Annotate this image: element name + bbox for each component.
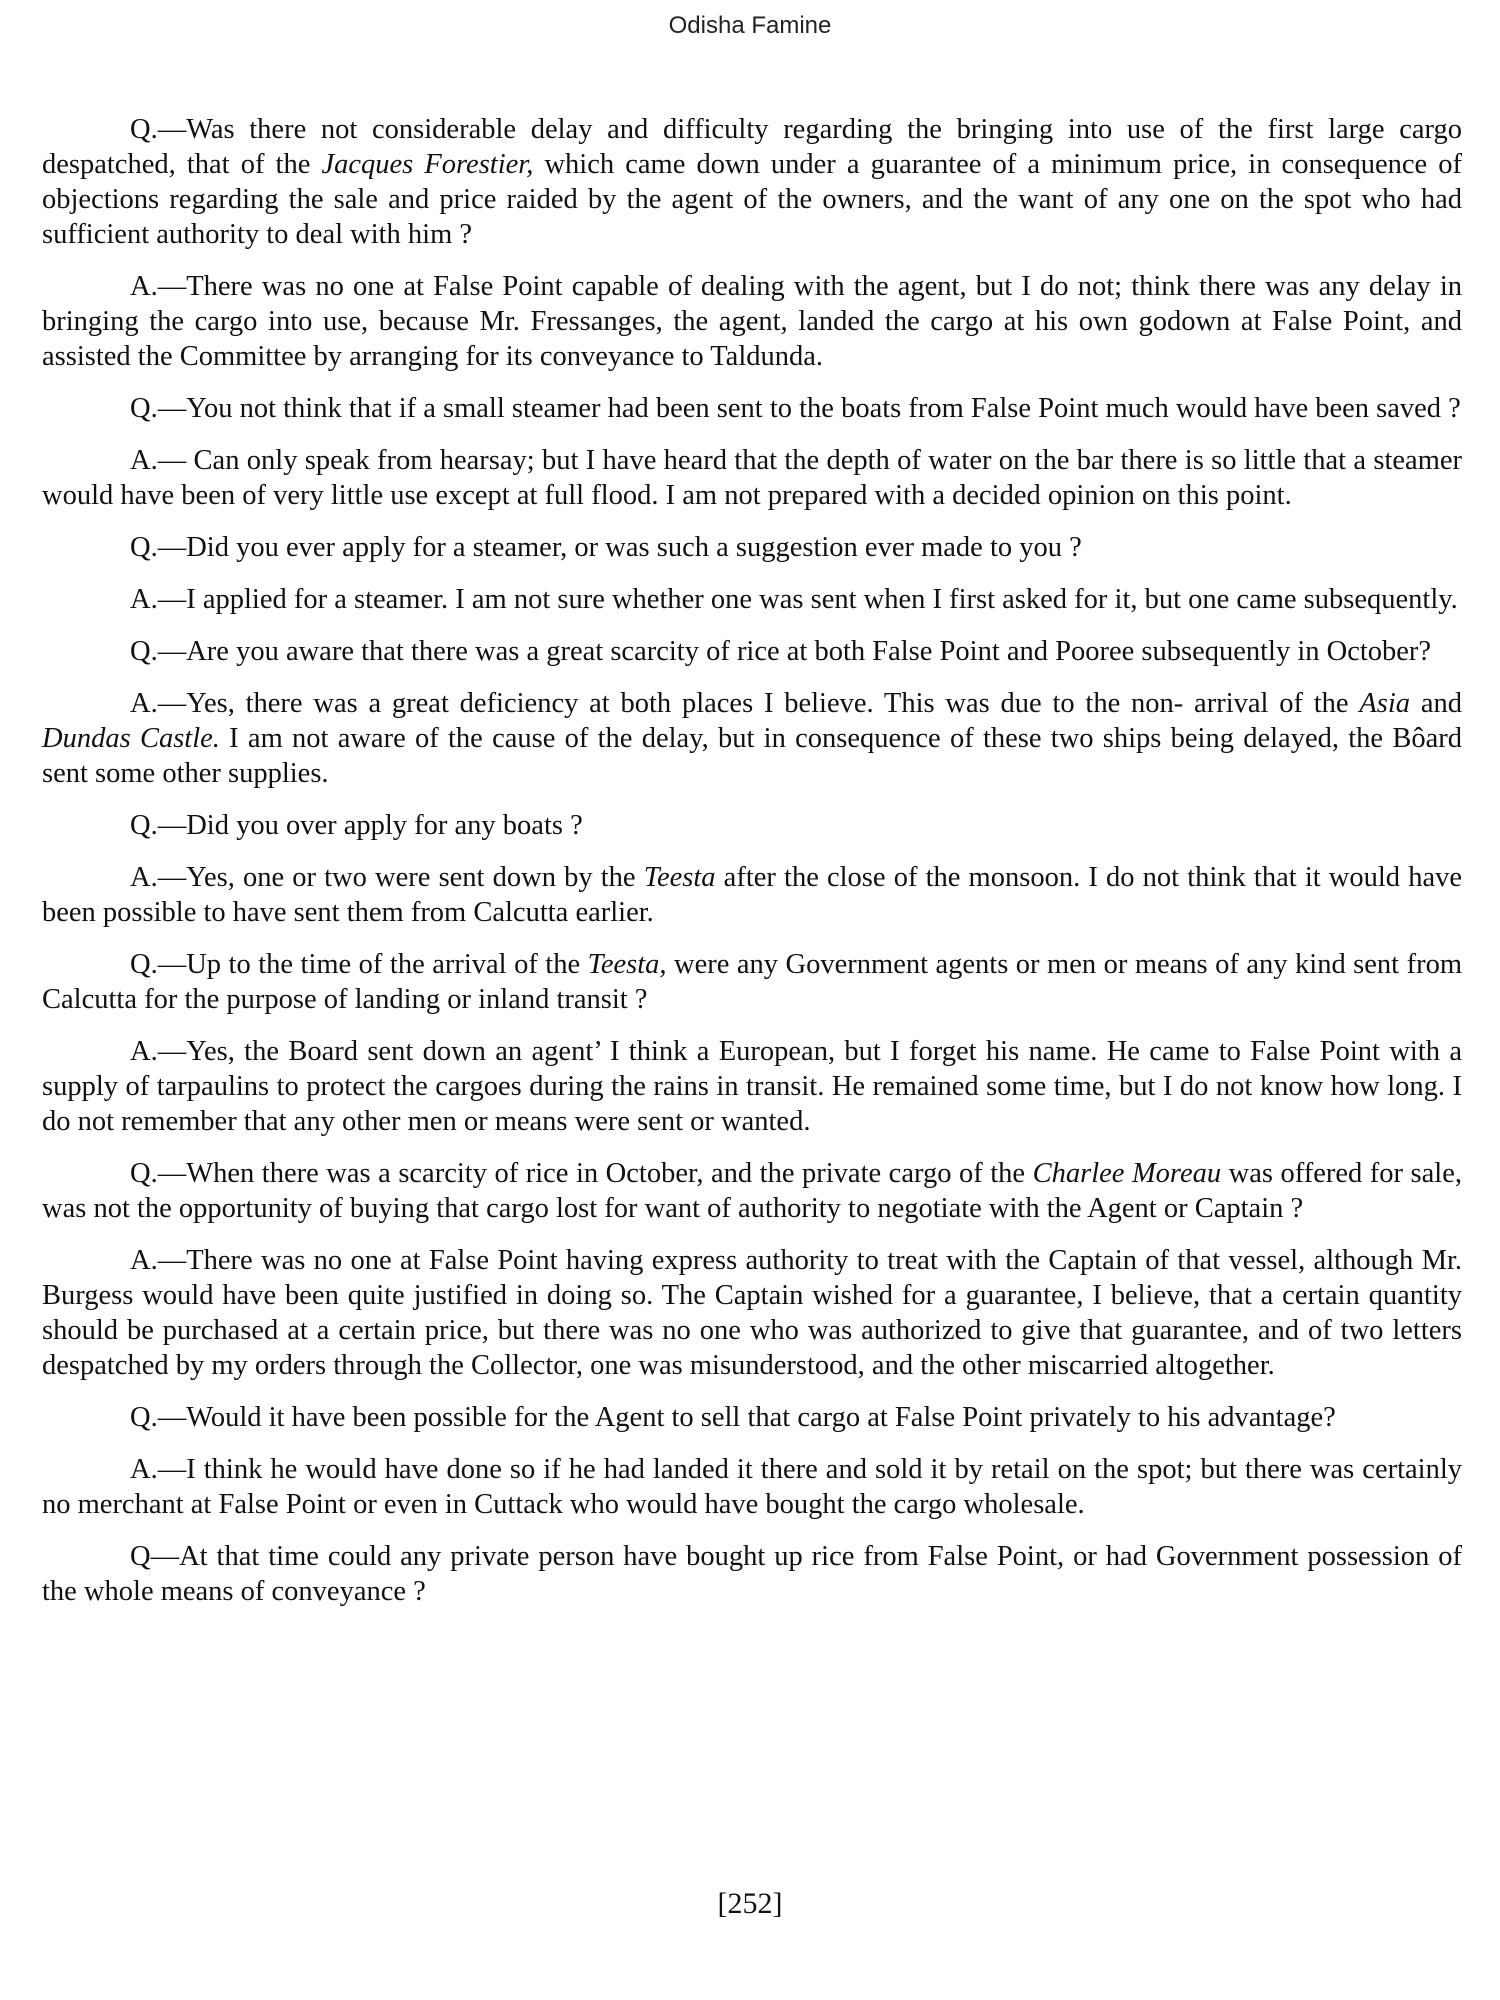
question-prefix: Q— xyxy=(130,1541,180,1572)
answer-prefix: A.— xyxy=(130,688,187,719)
paragraph-text: There was no one at False Point capable of dealing with the agent, but I do not; think there was any delay in bringing the cargo into use, because Mr. Fressanges, the agent, landed the cargo at his own godown at False Point, and assisted the Committee by arranging for its conveyance to Taldunda. xyxy=(42,271,1462,372)
question-paragraph xyxy=(42,1400,1462,1435)
paragraph-text: which came down under a guarantee of a minimum price, in consequence of objections regarding the sale and price raided by the agent of the owners, and the want of any one on the spot who had sufficient authority to deal with him ? xyxy=(42,149,1462,250)
question-paragraph xyxy=(42,808,1462,843)
question-paragraph xyxy=(42,1156,1462,1226)
answer-prefix: A.— xyxy=(130,271,187,302)
answer-prefix: A.— xyxy=(130,1036,187,1067)
italic-vessel-name: Dundas Castle. xyxy=(42,723,220,754)
paragraph-text: Would it have been possible for the Agent to sell that cargo at False Point privately to his advantage? xyxy=(186,1402,1336,1433)
question-prefix: Q.— xyxy=(130,949,187,980)
paragraph-text: I think he would have done so if he had landed it there and sold it by retail on the spot; but there was certainly no merchant at False Point or even in Cuttack who would have bought the cargo wholesale. xyxy=(42,1454,1462,1520)
page-number: [252] xyxy=(717,1887,783,1920)
question-prefix: Q.— xyxy=(130,532,187,563)
answer-paragraph xyxy=(42,1034,1462,1139)
question-paragraph xyxy=(42,112,1462,252)
question-paragraph xyxy=(42,947,1462,1017)
paragraph-text: You not think that if a small steamer had been sent to the boats from False Point much would have been saved ? xyxy=(186,393,1461,424)
paragraph-text: Can only speak from hearsay; but I have heard that the depth of water on the bar there is so little that a steamer would have been of very little use except at full flood. I am not prepared with a decided opinion on this point. xyxy=(42,445,1462,511)
question-prefix: Q.— xyxy=(130,114,187,145)
paragraph-text: When there was a scarcity of rice in October, and the private cargo of the xyxy=(186,1158,1033,1189)
answer-paragraph xyxy=(42,1243,1462,1383)
question-paragraph xyxy=(42,1539,1462,1609)
paragraph-text: and xyxy=(1410,688,1462,719)
answer-paragraph xyxy=(42,1452,1462,1522)
question-prefix: Q.— xyxy=(130,1158,187,1189)
question-paragraph xyxy=(42,634,1462,669)
paragraph-text: Was there not considerable delay and difficulty regarding the bringing into use of the first large cargo despatched, that of the xyxy=(42,114,1462,180)
answer-prefix: A.— xyxy=(130,445,194,476)
paragraph-text: after the close of the monsoon. I do not think that it would have been possible to have sent them from Calcutta earlier. xyxy=(42,862,1462,928)
answer-paragraph xyxy=(42,686,1462,791)
answer-prefix: A.— xyxy=(130,1454,187,1485)
italic-vessel-name: Teesta xyxy=(643,862,716,893)
paragraph-text: I applied for a steamer. I am not sure whether one was sent when I first asked for it, but one came subsequently. xyxy=(186,584,1458,615)
qa-transcript xyxy=(42,112,1462,1626)
question-prefix: Q.— xyxy=(130,636,187,667)
paragraph-text: was offered for sale, was not the opportunity of buying that cargo lost for want of authority to negotiate with the Agent or Captain ? xyxy=(42,1158,1462,1224)
answer-prefix: A.— xyxy=(130,584,187,615)
answer-paragraph xyxy=(42,443,1462,513)
paragraph-text: Yes, the Board sent down an agent’ I think a European, but I forget his name. He came to False Point with a supply of tarpaulins to protect the cargoes during the rains in transit. He remained some time, but I do not know how long. I do not remember that any other men or means were sent or wanted. xyxy=(42,1036,1462,1137)
answer-paragraph xyxy=(42,860,1462,930)
paragraph-text: Did you over apply for any boats ? xyxy=(186,810,583,841)
paragraph-text: Up to the time of the arrival of the xyxy=(186,949,588,980)
paragraph-text: Yes, there was a great deficiency at both places I believe. This was due to the non- arrival of the xyxy=(186,688,1360,719)
paragraph-text: At that time could any private person have bought up rice from False Point, or had Government possession of the whole means of conveyance ? xyxy=(42,1541,1462,1607)
paragraph-text: There was no one at False Point having express authority to treat with the Captain of that vessel, although Mr. Burgess would have been quite justified in doing so. The Captain wished for a guarantee, I believe, that a certain quantity should be purchased at a certain price, but there was no one who was authorized to give that guarantee, and of two letters despatched by my orders through the Collector, one was misunderstood, and the other miscarried altogether. xyxy=(42,1245,1462,1381)
italic-vessel-name: Asia xyxy=(1359,688,1411,719)
question-prefix: Q.— xyxy=(130,810,187,841)
paragraph-text: I am not aware of the cause of the delay, but in consequence of these two ships being delayed, the Bôard sent some other supplies. xyxy=(42,723,1462,789)
answer-paragraph xyxy=(42,269,1462,374)
running-header: Odisha Famine xyxy=(668,12,832,39)
question-prefix: Q.— xyxy=(130,393,187,424)
answer-paragraph xyxy=(42,582,1462,617)
italic-vessel-name: Teesta, xyxy=(587,949,667,980)
italic-vessel-name: Charlee Moreau xyxy=(1032,1158,1222,1189)
paragraph-text: Did you ever apply for a steamer, or was such a suggestion ever made to you ? xyxy=(186,532,1082,563)
paragraph-text: Yes, one or two were sent down by the xyxy=(186,862,644,893)
answer-prefix: A.— xyxy=(130,1245,187,1276)
paragraph-text: Are you aware that there was a great scarcity of rice at both False Point and Pooree subsequently in October? xyxy=(186,636,1432,667)
question-paragraph xyxy=(42,391,1462,426)
answer-prefix: A.— xyxy=(130,862,187,893)
paragraph-text: were any Government agents or men or means of any kind sent from Calcutta for the purpose of landing or inland transit ? xyxy=(42,949,1462,1015)
italic-vessel-name: Jacques Forestier, xyxy=(321,149,534,180)
question-paragraph xyxy=(42,530,1462,565)
question-prefix: Q.— xyxy=(130,1402,187,1433)
